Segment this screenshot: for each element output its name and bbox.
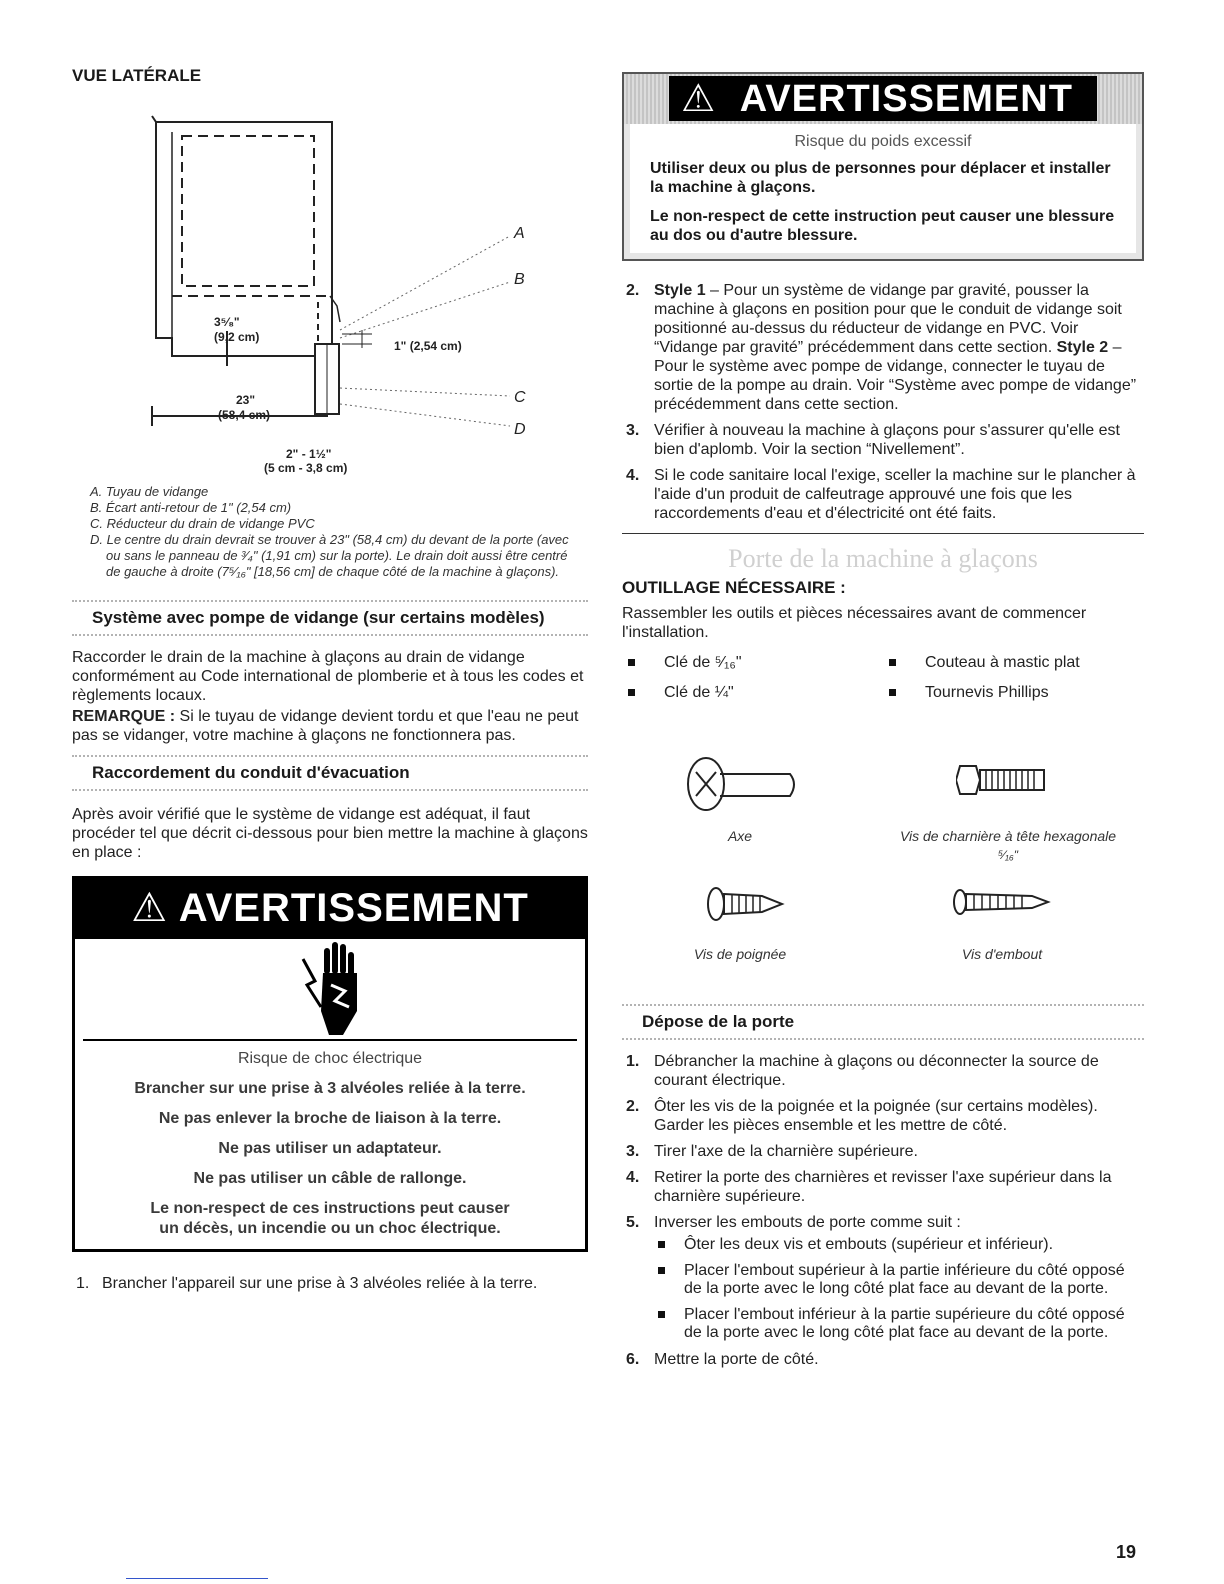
part-hinge-screw-label: Vis de charnière à tête hexagonale [899, 828, 1117, 844]
tools-right-col [883, 654, 1144, 714]
right-column [622, 72, 1144, 1376]
electric-shock-icon [293, 941, 373, 1037]
tools-left-col [622, 654, 883, 714]
electric-line: Ne pas utiliser un câble de rallonge. [193, 1170, 467, 1187]
dim-d3: 23" [236, 393, 256, 407]
step-num: 3. [626, 1143, 640, 1160]
electric-line: Brancher sur une prise à 3 alvéoles reliée à la terre. [134, 1080, 526, 1097]
warning-triangle-icon: ⚠ [131, 886, 169, 930]
label-b: B [514, 271, 525, 288]
electric-warning-box [72, 876, 588, 1252]
electric-warning-title: AVERTISSEMENT [178, 886, 529, 930]
side-view-title: VUE LATÉRALE [72, 66, 202, 85]
step-item [622, 281, 1144, 414]
pump-paragraph: Raccorder le drain de la machine à glaçons au drain de vidange conformément au Code international de plomberie et à tous les codes et règlements locaux. [72, 649, 584, 704]
step-num: 1. [76, 1275, 90, 1292]
door-section-title: Porte de la machine à glaçons [728, 544, 1038, 573]
weight-warning-title: AVERTISSEMENT [728, 78, 1085, 121]
step-text: Si le code sanitaire local l'exige, sceller la machine sur le plancher à l'aide d'un produit de calfeutrage approuvé une fois que les raccordements d'eau et d'électricité ont été faits. [654, 467, 1136, 522]
dim-d4-cm: (5 cm - 3,8 cm) [264, 461, 348, 475]
pin-icon [680, 754, 800, 814]
reverse-caps-bullets [654, 1236, 1144, 1342]
step-item [622, 1097, 1144, 1135]
electric-warning-body [75, 1041, 585, 1249]
parts-grid [622, 754, 1144, 984]
weight-line-1: Utiliser deux ou plus de personnes pour déplacer et installer la machine à glaçons. [650, 160, 1111, 196]
dim-d4: 2" - 1½" [286, 447, 332, 461]
door-removal-heading: Dépose de la porte [622, 1004, 1144, 1040]
legend-item: B. Écart anti-retour de 1" (2,54 cm) [90, 500, 292, 515]
removal-steps [622, 1052, 1144, 1369]
part-axe-label: Axe [727, 828, 753, 844]
step-num: 6. [626, 1351, 640, 1368]
step-text: Vérifier à nouveau la machine à glaçons pour s'assurer qu'elle est bien d'aplomb. Voir la section “Nivellement”. [654, 422, 1120, 458]
electric-consequence-1: Le non-respect de ces instructions peut causer [150, 1200, 510, 1217]
hinge-screw-icon [956, 760, 1046, 800]
part-handle-screw-label: Vis de poignée [693, 946, 787, 962]
step-item [622, 1142, 1144, 1161]
electric-warning-banner [75, 879, 585, 939]
tool-item: Clé de ¼" [622, 684, 883, 702]
page-number: 19 [1116, 1542, 1137, 1562]
style-1-label: Style 1 [654, 282, 706, 299]
tool-item: Tournevis Phillips [883, 684, 1144, 702]
dim-d1: 3⁵⁄₈" [214, 315, 240, 329]
label-c: C [514, 389, 526, 406]
tool-item: Couteau à mastic plat [883, 654, 1144, 672]
step-text: Brancher l'appareil sur une prise à 3 alvéoles reliée à la terre. [102, 1275, 538, 1292]
bullet-item: Placer l'embout supérieur à la partie inférieure du côté opposé de la porte avec le long côté plat face au devant de la porte. [654, 1262, 1144, 1298]
step-text: – Pour un système de vidange par gravité, pousser la machine à glaçons en position pour que le conduit de vidange soit positionné au-dessus du réducteur de vidange en PVC. Voir “Vidange par gravité” précédemment dans cette section. [654, 282, 1122, 356]
bullet-item: Placer l'embout inférieur à la partie supérieure du côté opposé de la porte avec le long côté plat face au devant de la porte. [654, 1306, 1144, 1342]
step-num: 1. [626, 1053, 640, 1070]
tools-list [622, 654, 1144, 714]
step-item [622, 1213, 1144, 1342]
step-text: Retirer la porte des charnières et revisser l'axe supérieur dans la charnière supérieure. [654, 1169, 1112, 1205]
step-text: Tirer l'axe de la charnière supérieure. [654, 1143, 918, 1160]
drain-paragraph: Après avoir vérifié que le système de vidange est adéquat, il faut procéder tel que décrit ci-dessous pour bien mettre la machine à glaçons en place : [72, 806, 588, 861]
step-num: 4. [626, 1169, 640, 1186]
part-end-screw-label: Vis d'embout [961, 946, 1043, 962]
bottom-link-line [126, 1578, 268, 1579]
side-view-legend [72, 484, 588, 580]
electric-consequence-2: un décès, un incendie ou un choc électrique. [159, 1220, 501, 1237]
step-text: Mettre la porte de côté. [654, 1351, 819, 1368]
step-item [622, 1052, 1144, 1090]
left-steps [72, 1274, 588, 1293]
weight-warning-box [622, 72, 1144, 261]
side-view-diagram [72, 86, 588, 476]
step-item [622, 421, 1144, 459]
dim-d3-cm: (58,4 cm) [218, 408, 271, 422]
step-num: 2. [626, 282, 640, 299]
step-num: 3. [626, 422, 640, 439]
step-item [622, 466, 1144, 523]
note-label: REMARQUE : [72, 708, 176, 725]
legend-item: D. Le centre du drain devrait se trouver à 23" (58,4 cm) du devant de la porte (avec ou sans le panneau de ³⁄₄" (1,91 cm) sur la porte). Le drain doit aussi être centré de gauche à droite (7⁵⁄₁₆" [18,56 cm] de chaque côté de la machine à glaçons). [90, 532, 569, 579]
step-num: 2. [626, 1098, 640, 1115]
legend-item: A. Tuyau de vidange [90, 484, 209, 499]
note-text: Si le tuyau de vidange devient tordu et que l'eau ne peut pas se vidanger, votre machine à glaçons ne fonctionnera pas. [72, 708, 579, 744]
side-view-drawing [72, 86, 588, 476]
electric-line: Ne pas utiliser un adaptateur. [218, 1140, 442, 1157]
pump-note [72, 707, 588, 745]
pump-section-heading: Système avec pompe de vidange (sur certains modèles) [72, 600, 588, 636]
handle-screw-icon [706, 884, 786, 924]
step-item [72, 1274, 588, 1293]
dim-d1-cm: (9,2 cm) [214, 330, 260, 344]
style-2-label: Style 2 [1056, 339, 1109, 356]
electric-line: Ne pas enlever la broche de liaison à la terre. [158, 1110, 502, 1127]
divider [622, 533, 1144, 534]
label-d: D [514, 421, 526, 438]
tool-item: Clé de ⁵⁄₁₆" [622, 654, 883, 672]
step-item [622, 1168, 1144, 1206]
step-text: Débrancher la machine à glaçons ou déconnecter la source de courant électrique. [654, 1053, 1099, 1089]
left-column [72, 66, 588, 1300]
right-steps [622, 281, 1144, 523]
tools-heading: OUTILLAGE NÉCESSAIRE : [622, 578, 846, 597]
end-screw-icon [952, 882, 1052, 922]
bullet-item: Ôter les deux vis et embouts (supérieur et inférieur). [654, 1236, 1144, 1254]
weight-warning-body [630, 124, 1136, 253]
weight-line-2: Le non-respect de cette instruction peut causer une blessure au dos ou d'autre blessure. [650, 208, 1115, 244]
step-num: 5. [626, 1214, 640, 1231]
step-text: Inverser les embouts de porte comme suit : [654, 1214, 961, 1231]
electric-icon-row [83, 939, 577, 1041]
tools-intro: Rassembler les outils et pièces nécessaires avant de commencer l'installation. [622, 605, 1087, 641]
step-text: – Pour le système avec pompe de vidange, connecter le tuyau de sortie de la pompe au drain. Voir “Système avec pompe de vidange” précédemment dans cette section. [654, 339, 1137, 413]
drain-section-heading: Raccordement du conduit d'évacuation [72, 755, 588, 791]
electric-risk-title: Risque de choc électrique [237, 1050, 423, 1067]
step-text: Ôter les vis de la poignée et la poignée (sur certains modèles). Garder les pièces ensemble et les mettre de côté. [654, 1098, 1098, 1134]
dim-d2: 1" (2,54 cm) [394, 339, 462, 353]
label-a: A [514, 225, 525, 242]
part-hinge-size-label: ⁵⁄₁₆" [998, 848, 1018, 862]
weight-risk-title: Risque du poids excessif [794, 133, 972, 150]
weight-warning-banner [624, 74, 1142, 124]
step-item [622, 1350, 1144, 1369]
legend-item: C. Réducteur du drain de vidange PVC [90, 516, 315, 531]
weight-warning-title-wrap: ⚠ AVERTISSEMENT [669, 76, 1097, 121]
step-num: 4. [626, 467, 640, 484]
